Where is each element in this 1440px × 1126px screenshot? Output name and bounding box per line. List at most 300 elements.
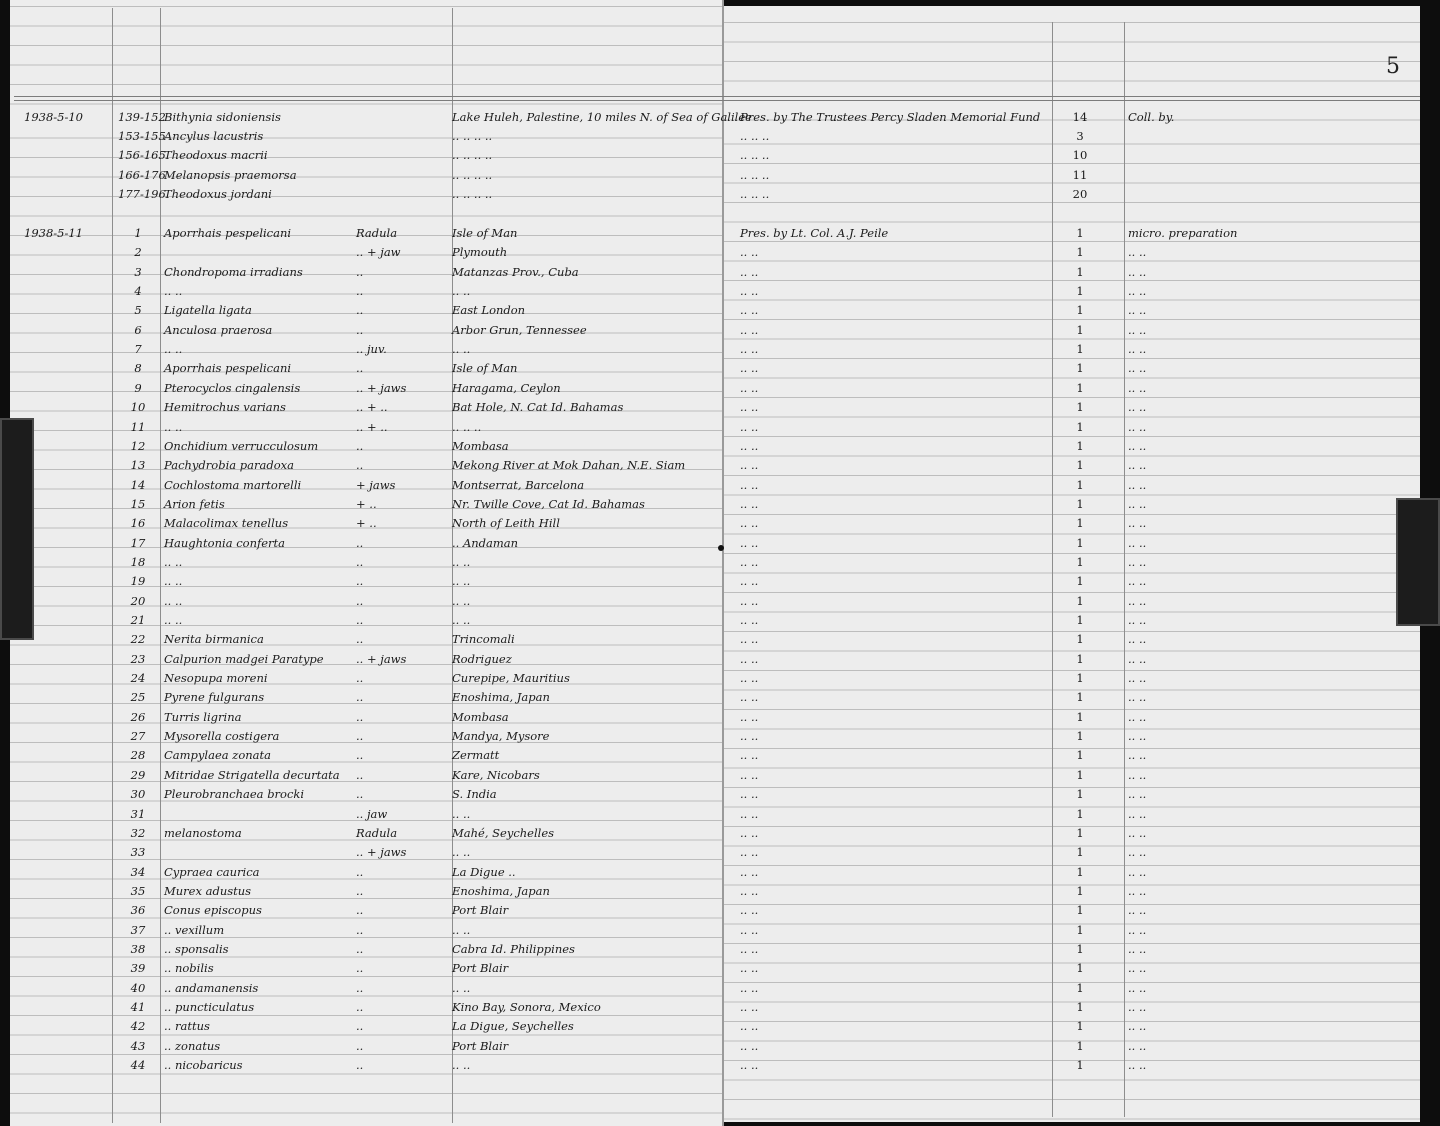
table-row	[0, 574, 1440, 590]
species-name: Arion fetis	[164, 496, 225, 511]
specimen-number: 27	[130, 729, 146, 744]
specimen-number: 1	[134, 226, 142, 240]
presented-by: .. ..	[740, 380, 759, 395]
quantity: 1	[1076, 941, 1084, 956]
quantity: 1	[1076, 400, 1084, 415]
quantity: 1	[1076, 729, 1084, 744]
species-name: .. ..	[164, 342, 183, 357]
table-row	[0, 865, 1440, 881]
table-row	[0, 265, 1440, 281]
quantity: 1	[1076, 961, 1084, 976]
remarks: .. ..	[1128, 806, 1147, 821]
presented-by: .. ..	[740, 438, 759, 453]
page-number: 5	[1386, 54, 1400, 79]
locality: Kino Bay, Sonora, Mexico	[452, 1000, 601, 1014]
species-name: Murex adustus	[164, 883, 252, 898]
locality: .. .. ..	[452, 419, 482, 434]
specimen-number: 38	[130, 941, 146, 956]
remarks: .. ..	[1128, 903, 1147, 918]
preparation: ..	[356, 535, 364, 550]
remarks: .. ..	[1128, 303, 1147, 318]
preparation: ..	[356, 554, 364, 569]
presented-by: .. ..	[740, 574, 759, 589]
preparation: ..	[356, 787, 364, 802]
quantity: 1	[1076, 651, 1084, 666]
species-name: melanostoma	[164, 825, 242, 840]
species-name: Malacolimax tenellus	[164, 516, 289, 531]
remarks: .. ..	[1128, 264, 1147, 279]
species-name: .. ..	[164, 284, 183, 299]
remarks: .. ..	[1128, 709, 1147, 724]
presented-by: Pres. by Lt. Col. A.J. Peile	[740, 226, 889, 240]
preparation: ..	[356, 941, 364, 956]
remarks: .. ..	[1128, 883, 1147, 898]
remarks: .. ..	[1128, 1058, 1147, 1073]
remarks: .. ..	[1128, 593, 1147, 608]
preparation: ..	[356, 632, 364, 647]
table-row	[0, 303, 1440, 319]
locality: Arbor Grun, Tennessee	[452, 322, 587, 337]
species-name: Cypraea caurica	[164, 864, 260, 879]
presented-by: .. .. ..	[740, 148, 770, 163]
remarks: .. ..	[1128, 787, 1147, 802]
locality: .. ..	[452, 574, 471, 589]
species-name: .. andamanensis	[164, 980, 259, 995]
preparation: ..	[356, 748, 364, 763]
remarks: .. ..	[1128, 477, 1147, 492]
preparation: ..	[356, 690, 364, 705]
locality: Isle of Man	[452, 226, 518, 240]
locality: .. ..	[452, 845, 471, 860]
specimen-number: 21	[130, 613, 146, 627]
locality: .. ..	[452, 284, 471, 299]
table-row	[0, 729, 1440, 745]
preparation: ..	[356, 574, 364, 589]
locality: Matanzas Prov., Cuba	[452, 264, 579, 279]
presented-by: .. ..	[740, 1058, 759, 1073]
table-row	[0, 497, 1440, 513]
locality: .. ..	[452, 554, 471, 569]
quantity: 20	[1072, 186, 1088, 201]
table-row	[0, 923, 1440, 939]
preparation: ..	[356, 729, 364, 744]
remarks: .. ..	[1128, 361, 1147, 376]
presented-by: .. ..	[740, 593, 759, 608]
specimen-number: 33	[130, 845, 146, 860]
species-name: .. ..	[164, 593, 183, 608]
presented-by: .. ..	[740, 903, 759, 918]
preparation: ..	[356, 980, 364, 995]
table-row	[0, 439, 1440, 455]
presented-by: Pres. by The Trustees Percy Sladen Memorial Fund	[740, 110, 1041, 124]
species-name: Conus episcopus	[164, 903, 262, 918]
quantity: 1	[1076, 458, 1084, 473]
locality: Rodriguez	[452, 651, 512, 666]
quantity: 1	[1076, 748, 1084, 763]
table-row	[0, 1000, 1440, 1016]
specimen-number: 12	[130, 438, 146, 453]
presented-by: .. ..	[740, 1000, 759, 1014]
preparation: ..	[356, 883, 364, 898]
specimen-number: 8	[134, 361, 142, 376]
remarks: .. ..	[1128, 961, 1147, 976]
quantity: 1	[1076, 613, 1084, 627]
table-row	[0, 981, 1440, 997]
presented-by: .. ..	[740, 806, 759, 821]
specimen-number: 23	[130, 651, 146, 666]
header-rule	[14, 96, 1420, 97]
preparation: .. jaw	[356, 806, 388, 821]
locality: Port Blair	[452, 961, 509, 976]
locality: Haragama, Ceylon	[452, 380, 561, 395]
presented-by: .. .. ..	[740, 167, 770, 182]
specimen-number: 139-152	[118, 110, 166, 124]
presented-by: .. ..	[740, 613, 759, 627]
species-name: Anculosa praerosa	[164, 322, 273, 337]
specimen-number: 42	[130, 1019, 146, 1034]
preparation: .. + jaws	[356, 845, 407, 860]
preparation: ..	[356, 264, 364, 279]
presented-by: .. ..	[740, 961, 759, 976]
presented-by: .. ..	[740, 535, 759, 550]
specimen-number: 156-165	[118, 148, 166, 163]
specimen-number: 25	[130, 690, 146, 705]
quantity: 1	[1076, 883, 1084, 898]
table-row	[0, 478, 1440, 494]
specimen-number: 4	[134, 284, 142, 299]
presented-by: .. ..	[740, 941, 759, 956]
preparation: ..	[356, 322, 364, 337]
specimen-number: 11	[130, 419, 146, 434]
quantity: 10	[1072, 148, 1088, 163]
preparation: + ..	[356, 496, 377, 511]
preparation: ..	[356, 613, 364, 627]
quantity: 1	[1076, 496, 1084, 511]
table-row	[0, 245, 1440, 261]
remarks: micro. preparation	[1128, 226, 1238, 240]
species-name: Hemitrochus varians	[164, 400, 286, 415]
preparation: .. + ..	[356, 419, 388, 434]
header-rule	[14, 100, 1420, 101]
preparation: Radula	[356, 226, 398, 240]
table-row	[0, 671, 1440, 687]
preparation: ..	[356, 438, 364, 453]
preparation: ..	[356, 922, 364, 937]
table-row	[0, 555, 1440, 571]
presented-by: .. ..	[740, 709, 759, 724]
locality: Mandya, Mysore	[452, 729, 550, 744]
quantity: 1	[1076, 477, 1084, 492]
quantity: 1	[1076, 806, 1084, 821]
table-row	[0, 961, 1440, 977]
table-row	[0, 787, 1440, 803]
remarks: .. ..	[1128, 535, 1147, 550]
specimen-number: 24	[130, 671, 146, 686]
species-name: Pleurobranchaea brocki	[164, 787, 305, 802]
table-row	[0, 594, 1440, 610]
quantity: 1	[1076, 1058, 1084, 1073]
table-row	[0, 168, 1440, 184]
presented-by: .. ..	[740, 284, 759, 299]
species-name: .. nicobaricus	[164, 1058, 243, 1073]
locality: Enoshima, Japan	[452, 883, 550, 898]
species-name: Ancylus lacustris	[164, 129, 264, 144]
quantity: 1	[1076, 284, 1084, 299]
table-row	[0, 845, 1440, 861]
quantity: 1	[1076, 864, 1084, 879]
presented-by: .. ..	[740, 864, 759, 879]
quantity: 1	[1076, 1038, 1084, 1053]
quantity: 1	[1076, 380, 1084, 395]
locality: .. ..	[452, 922, 471, 937]
remarks: .. ..	[1128, 864, 1147, 879]
locality: Plymouth	[452, 245, 508, 260]
species-name: .. ..	[164, 613, 183, 627]
table-row	[0, 748, 1440, 764]
quantity: 1	[1076, 322, 1084, 337]
presented-by: .. ..	[740, 400, 759, 415]
quantity: 1	[1076, 980, 1084, 995]
remarks: .. ..	[1128, 845, 1147, 860]
species-name: Onchidium verrucculosum	[164, 438, 319, 453]
table-row	[0, 148, 1440, 164]
species-name: Cochlostoma martorelli	[164, 477, 302, 492]
preparation: ..	[356, 1019, 364, 1034]
locality: .. .. .. ..	[452, 186, 493, 201]
preparation: ..	[356, 1038, 364, 1053]
presented-by: .. ..	[740, 767, 759, 782]
remarks: .. ..	[1128, 400, 1147, 415]
preparation: .. + jaws	[356, 380, 407, 395]
locality: Zermatt	[452, 748, 500, 763]
presented-by: .. .. ..	[740, 186, 770, 201]
species-name: .. ..	[164, 574, 183, 589]
specimen-number: 30	[130, 787, 146, 802]
quantity: 1	[1076, 342, 1084, 357]
specimen-number: 18	[130, 554, 146, 569]
species-name: Chondropoma irradians	[164, 264, 303, 279]
locality: Nr. Twille Cove, Cat Id. Bahamas	[452, 496, 645, 511]
remarks: .. ..	[1128, 419, 1147, 434]
remarks: .. ..	[1128, 613, 1147, 627]
quantity: 1	[1076, 671, 1084, 686]
presented-by: .. ..	[740, 922, 759, 937]
preparation: .. + jaw	[356, 245, 401, 260]
presented-by: .. ..	[740, 671, 759, 686]
specimen-number: 32	[130, 825, 146, 840]
presented-by: .. ..	[740, 419, 759, 434]
quantity: 1	[1076, 574, 1084, 589]
presented-by: .. ..	[740, 690, 759, 705]
locality: Curepipe, Mauritius	[452, 671, 570, 686]
preparation: ..	[356, 961, 364, 976]
species-name: Mysorella costigera	[164, 729, 280, 744]
locality: .. .. .. ..	[452, 129, 493, 144]
species-name: .. zonatus	[164, 1038, 221, 1053]
species-name: Nesopupa moreni	[164, 671, 268, 686]
specimen-number: 5	[134, 303, 142, 318]
species-name: .. vexillum	[164, 922, 225, 937]
table-row	[0, 110, 1440, 126]
quantity: 1	[1076, 690, 1084, 705]
specimen-number: 26	[130, 709, 146, 724]
register-number: 1938-5-10	[24, 110, 83, 124]
specimen-number: 14	[130, 477, 146, 492]
table-row	[0, 187, 1440, 203]
table-row	[0, 1019, 1440, 1035]
presented-by: .. ..	[740, 264, 759, 279]
locality: Port Blair	[452, 903, 509, 918]
locality: Isle of Man	[452, 361, 518, 376]
table-row	[0, 536, 1440, 552]
presented-by: .. ..	[740, 729, 759, 744]
species-name: .. sponsalis	[164, 941, 229, 956]
specimen-number: 6	[134, 322, 142, 337]
quantity: 1	[1076, 245, 1084, 260]
table-row	[0, 632, 1440, 648]
locality: .. ..	[452, 613, 471, 627]
quantity: 1	[1076, 767, 1084, 782]
species-name: Campylaea zonata	[164, 748, 271, 763]
presented-by: .. ..	[740, 845, 759, 860]
specimen-number: 44	[130, 1058, 146, 1073]
locality: Mekong River at Mok Dahan, N.E. Siam	[452, 458, 686, 473]
species-name: Pachydrobia paradoxa	[164, 458, 294, 473]
presented-by: .. ..	[740, 342, 759, 357]
specimen-number: 9	[134, 380, 142, 395]
table-row	[0, 516, 1440, 532]
quantity: 1	[1076, 845, 1084, 860]
locality: .. ..	[452, 1058, 471, 1073]
locality: .. ..	[452, 593, 471, 608]
locality: Lake Huleh, Palestine, 10 miles N. of Sea of Galilee	[452, 110, 752, 124]
species-name: .. ..	[164, 419, 183, 434]
preparation: ..	[356, 303, 364, 318]
quantity: 1	[1076, 922, 1084, 937]
specimen-number: 153-155	[118, 129, 166, 144]
register-number: 1938-5-11	[24, 226, 83, 240]
presented-by: .. ..	[740, 477, 759, 492]
quantity: 1	[1076, 787, 1084, 802]
presented-by: .. ..	[740, 825, 759, 840]
presented-by: .. ..	[740, 458, 759, 473]
specimen-number: 28	[130, 748, 146, 763]
species-name: Pyrene fulgurans	[164, 690, 265, 705]
specimen-number: 20	[130, 593, 146, 608]
locality: Montserrat, Barcelona	[452, 477, 585, 492]
specimen-number: 16	[130, 516, 146, 531]
remarks: .. ..	[1128, 1038, 1147, 1053]
remarks: .. ..	[1128, 922, 1147, 937]
remarks: .. ..	[1128, 1000, 1147, 1014]
specimen-number: 40	[130, 980, 146, 995]
preparation: ..	[356, 903, 364, 918]
remarks: .. ..	[1128, 322, 1147, 337]
presented-by: .. ..	[740, 245, 759, 260]
table-row	[0, 942, 1440, 958]
table-row	[0, 323, 1440, 339]
specimen-number: 35	[130, 883, 146, 898]
species-name: Melanopsis praemorsa	[164, 167, 297, 182]
locality: Cabra Id. Philippines	[452, 941, 575, 956]
preparation: ..	[356, 1000, 364, 1014]
presented-by: .. ..	[740, 516, 759, 531]
specimen-number: 22	[130, 632, 146, 647]
specimen-number: 166-176	[118, 167, 166, 182]
preparation: .. + jaws	[356, 651, 407, 666]
presented-by: .. ..	[740, 883, 759, 898]
species-name: Pterocyclos cingalensis	[164, 380, 301, 395]
presented-by: .. ..	[740, 980, 759, 995]
presented-by: .. ..	[740, 303, 759, 318]
species-name: Ligatella ligata	[164, 303, 252, 318]
remarks: .. ..	[1128, 1019, 1147, 1034]
quantity: 1	[1076, 419, 1084, 434]
locality: Trincomali	[452, 632, 515, 647]
specimen-number: 31	[130, 806, 146, 821]
table-row	[0, 226, 1440, 242]
preparation: ..	[356, 1058, 364, 1073]
remarks: .. ..	[1128, 632, 1147, 647]
locality: La Digue ..	[452, 864, 516, 879]
specimen-number: 7	[134, 342, 142, 357]
specimen-number: 15	[130, 496, 146, 511]
table-row	[0, 826, 1440, 842]
preparation: .. + ..	[356, 400, 388, 415]
species-name: Theodoxus jordani	[164, 186, 272, 201]
remarks: .. ..	[1128, 767, 1147, 782]
presented-by: .. ..	[740, 787, 759, 802]
quantity: 1	[1076, 632, 1084, 647]
remarks: .. ..	[1128, 284, 1147, 299]
species-name: .. ..	[164, 554, 183, 569]
species-name: Turris ligrina	[164, 709, 242, 724]
quantity: 1	[1076, 303, 1084, 318]
table-row	[0, 1039, 1440, 1055]
remarks: .. ..	[1128, 438, 1147, 453]
remarks: .. ..	[1128, 980, 1147, 995]
remarks: .. ..	[1128, 729, 1147, 744]
quantity: 1	[1076, 709, 1084, 724]
preparation: ..	[356, 361, 364, 376]
quantity: 14	[1072, 110, 1088, 124]
table-row	[0, 458, 1440, 474]
remarks: .. ..	[1128, 941, 1147, 956]
preparation: ..	[356, 593, 364, 608]
species-name: Mitridae Strigatella decurtata	[164, 767, 340, 782]
preparation: + jaws	[356, 477, 396, 492]
remarks: .. ..	[1128, 245, 1147, 260]
species-name: .. nobilis	[164, 961, 214, 976]
table-row	[0, 768, 1440, 784]
specimen-number: 41	[130, 1000, 146, 1014]
table-row	[0, 420, 1440, 436]
specimen-number: 19	[130, 574, 146, 589]
locality: La Digue, Seychelles	[452, 1019, 574, 1034]
locality: .. ..	[452, 806, 471, 821]
locality: Bat Hole, N. Cat Id. Bahamas	[452, 400, 624, 415]
species-name: Calpurion madgei Paratype	[164, 651, 324, 666]
table-row	[0, 613, 1440, 629]
table-row	[0, 400, 1440, 416]
table-row	[0, 807, 1440, 823]
presented-by: .. .. ..	[740, 129, 770, 144]
quantity: 1	[1076, 226, 1084, 240]
specimen-number: 2	[134, 245, 142, 260]
presented-by: .. ..	[740, 322, 759, 337]
species-name: Nerita birmanica	[164, 632, 264, 647]
locality: .. .. .. ..	[452, 167, 493, 182]
